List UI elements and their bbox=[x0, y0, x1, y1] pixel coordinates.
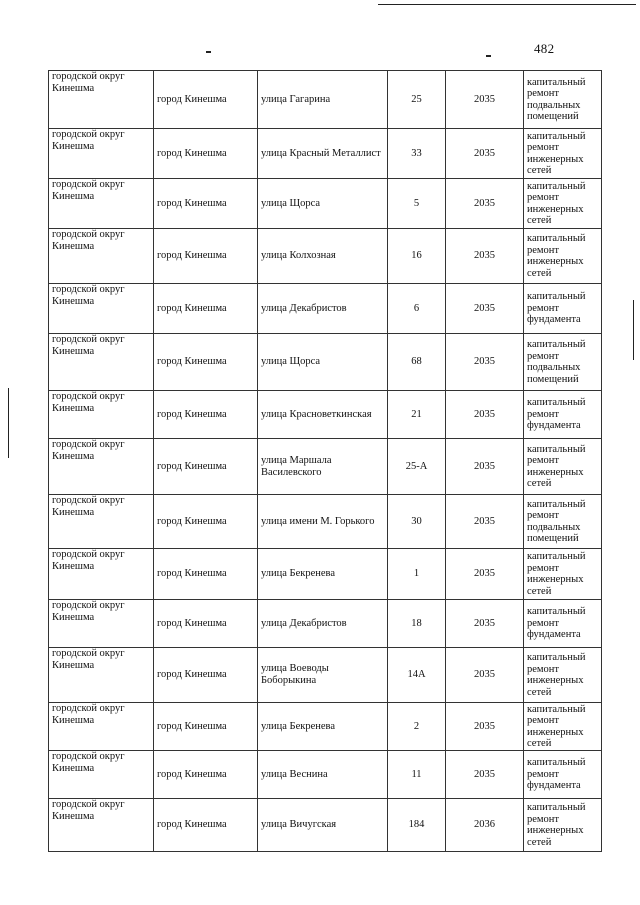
repair-year-cell: 2035 bbox=[446, 648, 524, 703]
municipal-district-cell: городской округ Кинешма bbox=[49, 495, 154, 549]
work-type-cell: капитальный ремонт подвальных помещений bbox=[524, 334, 602, 391]
table-row bbox=[49, 751, 602, 799]
work-type-cell: капитальный ремонт инженерных сетей bbox=[524, 799, 602, 852]
work-type-cell: капитальный ремонт инженерных сетей bbox=[524, 129, 602, 179]
street-cell: улица Красноветкинская bbox=[258, 391, 388, 439]
repair-year-cell: 2035 bbox=[446, 229, 524, 284]
repair-year-cell: 2035 bbox=[446, 179, 524, 229]
city-cell: город Кинешма bbox=[154, 600, 258, 648]
house-number-cell: 18 bbox=[388, 600, 446, 648]
table-row bbox=[49, 648, 602, 703]
work-type-cell: капитальный ремонт фундамента bbox=[524, 391, 602, 439]
street-cell: улица имени М. Горького bbox=[258, 495, 388, 549]
city-cell: город Кинешма bbox=[154, 284, 258, 334]
work-type-cell: капитальный ремонт инженерных сетей bbox=[524, 229, 602, 284]
house-number-cell: 2 bbox=[388, 703, 446, 751]
table-row bbox=[49, 703, 602, 751]
street-cell: улица Бекренева bbox=[258, 549, 388, 600]
table-row bbox=[49, 495, 602, 549]
house-number-cell: 11 bbox=[388, 751, 446, 799]
street-cell: улица Щорса bbox=[258, 179, 388, 229]
table-row bbox=[49, 549, 602, 600]
street-cell: улица Колхозная bbox=[258, 229, 388, 284]
street-cell: улица Воеводы Боборыкина bbox=[258, 648, 388, 703]
page-number: 482 bbox=[534, 41, 555, 56]
table-row bbox=[49, 334, 602, 391]
house-number-cell: 1 bbox=[388, 549, 446, 600]
city-cell: город Кинешма bbox=[154, 495, 258, 549]
street-cell: улица Вичугская bbox=[258, 799, 388, 852]
street-cell: улица Щорса bbox=[258, 334, 388, 391]
municipal-district-cell: городской округ Кинешма bbox=[49, 391, 154, 439]
work-type-cell: капитальный ремонт фундамента bbox=[524, 751, 602, 799]
scan-artifact-right-edge bbox=[633, 300, 634, 360]
city-cell: город Кинешма bbox=[154, 648, 258, 703]
house-number-cell: 5 bbox=[388, 179, 446, 229]
work-type-cell: капитальный ремонт инженерных сетей bbox=[524, 439, 602, 495]
city-cell: город Кинешма bbox=[154, 129, 258, 179]
street-cell: улица Бекренева bbox=[258, 703, 388, 751]
municipal-district-cell: городской округ Кинешма bbox=[49, 71, 154, 129]
table-row bbox=[49, 439, 602, 495]
street-cell: улица Веснина bbox=[258, 751, 388, 799]
scan-artifact-dash-right bbox=[486, 55, 491, 57]
street-cell: улица Гагарина bbox=[258, 71, 388, 129]
house-number-cell: 6 bbox=[388, 284, 446, 334]
city-cell: город Кинешма bbox=[154, 71, 258, 129]
city-cell: город Кинешма bbox=[154, 334, 258, 391]
repair-year-cell: 2035 bbox=[446, 549, 524, 600]
street-cell: улица Декабристов bbox=[258, 284, 388, 334]
house-number-cell: 14А bbox=[388, 648, 446, 703]
table-row bbox=[49, 600, 602, 648]
city-cell: город Кинешма bbox=[154, 799, 258, 852]
municipal-district-cell: городской округ Кинешма bbox=[49, 179, 154, 229]
table-row bbox=[49, 799, 602, 852]
municipal-district-cell: городской округ Кинешма bbox=[49, 751, 154, 799]
city-cell: город Кинешма bbox=[154, 391, 258, 439]
repair-year-cell: 2035 bbox=[446, 129, 524, 179]
city-cell: город Кинешма bbox=[154, 549, 258, 600]
table-row bbox=[49, 71, 602, 129]
table-row bbox=[49, 179, 602, 229]
repair-year-cell: 2035 bbox=[446, 439, 524, 495]
street-cell: улица Красный Металлист bbox=[258, 129, 388, 179]
house-number-cell: 30 bbox=[388, 495, 446, 549]
work-type-cell: капитальный ремонт инженерных сетей bbox=[524, 648, 602, 703]
city-cell: город Кинешма bbox=[154, 703, 258, 751]
repair-year-cell: 2035 bbox=[446, 600, 524, 648]
house-number-cell: 16 bbox=[388, 229, 446, 284]
street-cell: улица Маршала Василевского bbox=[258, 439, 388, 495]
municipal-district-cell: городской округ Кинешма bbox=[49, 799, 154, 852]
street-cell: улица Декабристов bbox=[258, 600, 388, 648]
house-number-cell: 68 bbox=[388, 334, 446, 391]
table-row bbox=[49, 391, 602, 439]
repair-year-cell: 2035 bbox=[446, 71, 524, 129]
scan-artifact-left-edge bbox=[8, 388, 9, 458]
work-type-cell: капитальный ремонт инженерных сетей bbox=[524, 179, 602, 229]
municipal-district-cell: городской округ Кинешма bbox=[49, 703, 154, 751]
repair-year-cell: 2035 bbox=[446, 751, 524, 799]
house-number-cell: 25-А bbox=[388, 439, 446, 495]
scan-artifact-top-line bbox=[378, 4, 636, 5]
table-row bbox=[49, 229, 602, 284]
repair-year-cell: 2035 bbox=[446, 391, 524, 439]
city-cell: город Кинешма bbox=[154, 229, 258, 284]
city-cell: город Кинешма bbox=[154, 751, 258, 799]
house-number-cell: 184 bbox=[388, 799, 446, 852]
municipal-district-cell: городской округ Кинешма bbox=[49, 439, 154, 495]
repair-year-cell: 2035 bbox=[446, 334, 524, 391]
work-type-cell: капитальный ремонт фундамента bbox=[524, 284, 602, 334]
municipal-district-cell: городской округ Кинешма bbox=[49, 229, 154, 284]
house-number-cell: 25 bbox=[388, 71, 446, 129]
municipal-district-cell: городской округ Кинешма bbox=[49, 648, 154, 703]
municipal-district-cell: городской округ Кинешма bbox=[49, 284, 154, 334]
repair-year-cell: 2035 bbox=[446, 284, 524, 334]
table-body bbox=[49, 71, 602, 852]
work-type-cell: капитальный ремонт подвальных помещений bbox=[524, 495, 602, 549]
repair-year-cell: 2035 bbox=[446, 703, 524, 751]
work-type-cell: капитальный ремонт инженерных сетей bbox=[524, 549, 602, 600]
city-cell: город Кинешма bbox=[154, 179, 258, 229]
scan-artifact-dash-left bbox=[206, 51, 211, 53]
repair-year-cell: 2035 bbox=[446, 495, 524, 549]
municipal-district-cell: городской округ Кинешма bbox=[49, 334, 154, 391]
city-cell: город Кинешма bbox=[154, 439, 258, 495]
municipal-district-cell: городской округ Кинешма bbox=[49, 600, 154, 648]
work-type-cell: капитальный ремонт инженерных сетей bbox=[524, 703, 602, 751]
address-register-table bbox=[48, 70, 602, 852]
work-type-cell: капитальный ремонт фундамента bbox=[524, 600, 602, 648]
work-type-cell: капитальный ремонт подвальных помещений bbox=[524, 71, 602, 129]
house-number-cell: 21 bbox=[388, 391, 446, 439]
repair-year-cell: 2036 bbox=[446, 799, 524, 852]
table-row bbox=[49, 129, 602, 179]
municipal-district-cell: городской округ Кинешма bbox=[49, 129, 154, 179]
table-row bbox=[49, 284, 602, 334]
municipal-district-cell: городской округ Кинешма bbox=[49, 549, 154, 600]
house-number-cell: 33 bbox=[388, 129, 446, 179]
